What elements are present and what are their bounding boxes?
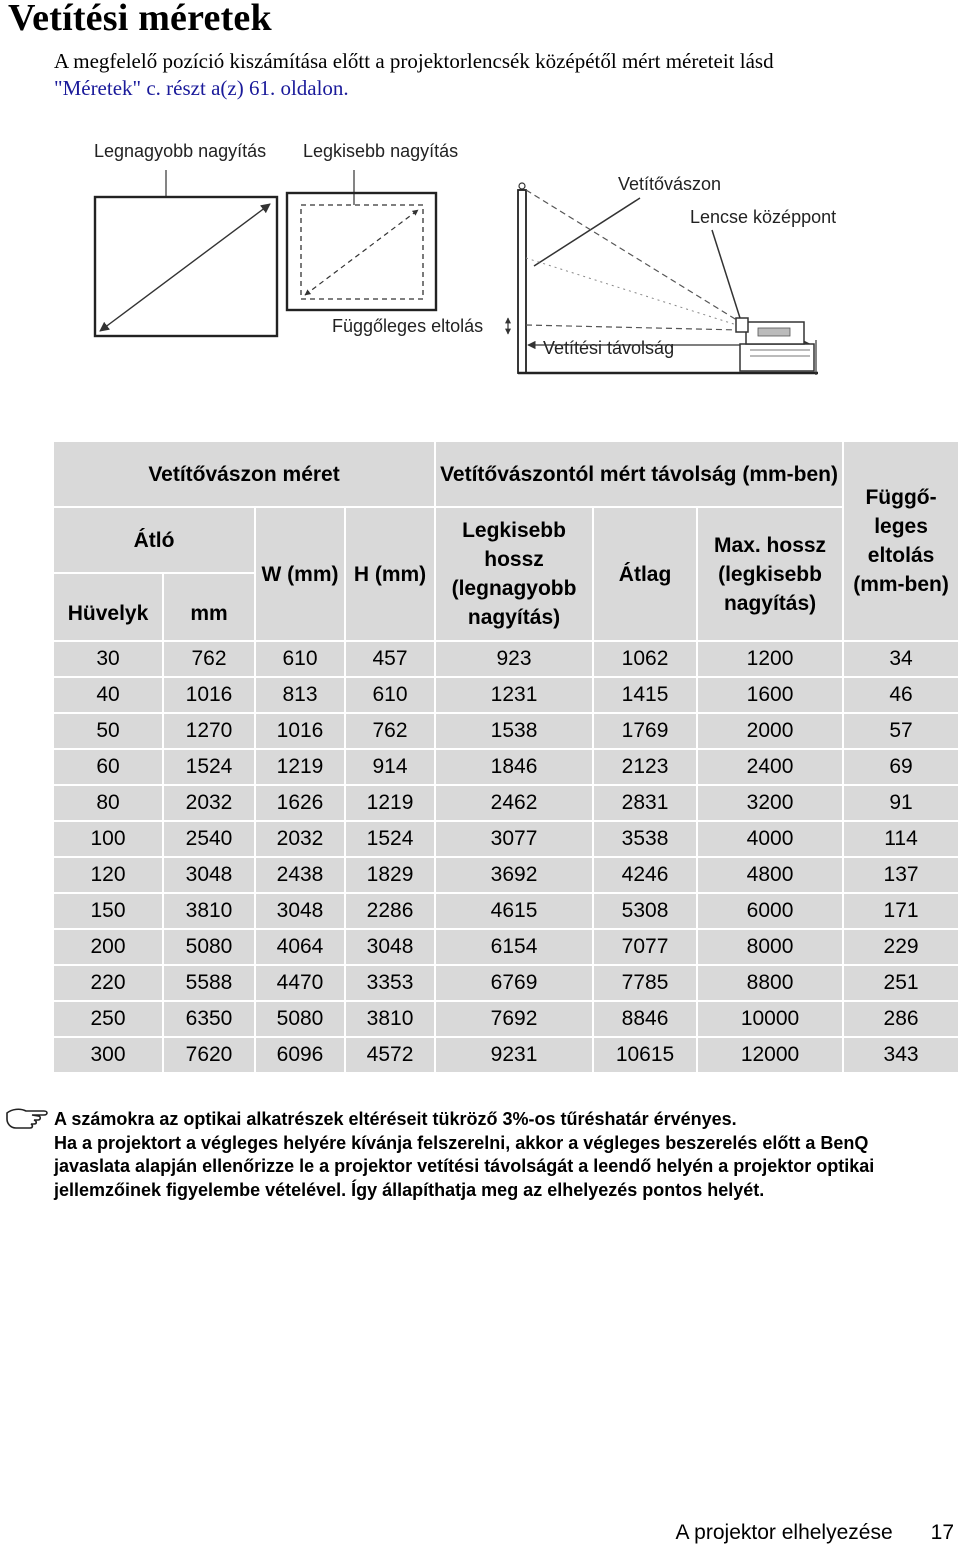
- table-cell: 2831: [593, 785, 697, 821]
- table-cell: 6096: [255, 1037, 345, 1073]
- table-cell: 40: [53, 677, 163, 713]
- beam-center: [526, 258, 740, 326]
- table-cell: 1219: [345, 785, 435, 821]
- table-cell: 150: [53, 893, 163, 929]
- table-cell: 1626: [255, 785, 345, 821]
- table-cell: 2032: [163, 785, 255, 821]
- table-cell: 5080: [163, 929, 255, 965]
- vertical-offset-label: Függőleges eltolás: [332, 316, 484, 336]
- intro-paragraph: [54, 48, 934, 102]
- table-cell: 762: [163, 641, 255, 677]
- lens-leader: [712, 230, 740, 318]
- table-cell: 220: [53, 965, 163, 1001]
- table-cell: 7692: [435, 1001, 593, 1037]
- note-hand-icon: [4, 1104, 50, 1134]
- note-tolerance: A számokra az optikai alkatrészek eltéréseit tükröző 3%-os tűréshatár érvényes.: [54, 1109, 737, 1129]
- table-row: [53, 929, 959, 965]
- min-length-title: Legkisebb hossz: [462, 519, 566, 571]
- max-zoom-label: Legnagyobb nagyítás: [94, 141, 267, 161]
- table-cell: 610: [255, 641, 345, 677]
- table-cell: 610: [345, 677, 435, 713]
- table-cell: 4615: [435, 893, 593, 929]
- screen-top-pin-icon: [519, 183, 525, 189]
- min-length-note: (legnagyobb nagyítás): [451, 577, 577, 629]
- header-h: H (mm): [345, 507, 435, 641]
- screen-label: Vetítővászon: [618, 174, 722, 194]
- table-row: [53, 749, 959, 785]
- table-cell: 229: [843, 929, 959, 965]
- table-cell: 50: [53, 713, 163, 749]
- table-cell: 3353: [345, 965, 435, 1001]
- table-cell: 1829: [345, 857, 435, 893]
- table-cell: 80: [53, 785, 163, 821]
- small-screen-dashed: [301, 205, 423, 299]
- lens-center-label: Lencse középpont: [690, 207, 837, 227]
- table-body: [53, 641, 959, 1073]
- table-cell: 137: [843, 857, 959, 893]
- table-cell: 1524: [345, 821, 435, 857]
- table-row: [53, 965, 959, 1001]
- table-cell: 2462: [435, 785, 593, 821]
- table-cell: 12000: [697, 1037, 843, 1073]
- table-cell: 7620: [163, 1037, 255, 1073]
- table-cell: 100: [53, 821, 163, 857]
- projector-icon: [736, 318, 814, 371]
- table-cell: 10615: [593, 1037, 697, 1073]
- page-title: Vetítési méretek: [8, 0, 272, 39]
- header-max-length: [697, 507, 843, 641]
- table-cell: 4064: [255, 929, 345, 965]
- table-row: [53, 785, 959, 821]
- table-cell: 8800: [697, 965, 843, 1001]
- table-cell: 1062: [593, 641, 697, 677]
- table-cell: 10000: [697, 1001, 843, 1037]
- header-average: Átlag: [593, 507, 697, 641]
- beam-bottom: [526, 325, 740, 330]
- note-block: [54, 1108, 934, 1202]
- table-row: [53, 677, 959, 713]
- table-cell: 8846: [593, 1001, 697, 1037]
- table-cell: 2000: [697, 713, 843, 749]
- table-row: [53, 641, 959, 677]
- screen-side-view: [518, 190, 526, 373]
- max-length-note: (legkisebb nagyítás): [718, 562, 822, 615]
- table-cell: 3810: [345, 1001, 435, 1037]
- table-cell: 60: [53, 749, 163, 785]
- table-cell: 286: [843, 1001, 959, 1037]
- header-inch: Hüvelyk: [53, 573, 163, 641]
- table-cell: 30: [53, 641, 163, 677]
- table-cell: 8000: [697, 929, 843, 965]
- table-cell: 34: [843, 641, 959, 677]
- table-cell: 2286: [345, 893, 435, 929]
- table-cell: 2123: [593, 749, 697, 785]
- header-distance-group: Vetítővászontól mért távolság (mm-ben): [435, 441, 843, 507]
- table-cell: 1846: [435, 749, 593, 785]
- table-cell: 3692: [435, 857, 593, 893]
- table-cell: 4470: [255, 965, 345, 1001]
- table-cell: 1270: [163, 713, 255, 749]
- table-cell: 1016: [255, 713, 345, 749]
- table-cell: 250: [53, 1001, 163, 1037]
- table-cell: 5588: [163, 965, 255, 1001]
- table-row: [53, 713, 959, 749]
- projection-diagram: [0, 125, 960, 385]
- table-cell: 2540: [163, 821, 255, 857]
- footer-section: A projektor elhelyezése: [675, 1521, 893, 1544]
- max-length-title: Max. hossz: [714, 533, 827, 557]
- header-screen-size: Vetítővászon méret: [53, 441, 435, 507]
- table-cell: 1219: [255, 749, 345, 785]
- table-cell: 3538: [593, 821, 697, 857]
- table-cell: 57: [843, 713, 959, 749]
- page-footer: [676, 1521, 955, 1545]
- table-cell: 343: [843, 1037, 959, 1073]
- table-cell: 3048: [345, 929, 435, 965]
- table-cell: 4800: [697, 857, 843, 893]
- header-offset: Függő- leges eltolás (mm-ben): [843, 441, 959, 641]
- table-cell: 7077: [593, 929, 697, 965]
- table-cell: 3077: [435, 821, 593, 857]
- table-row: [53, 893, 959, 929]
- dimensions-link[interactable]: "Méretek" c. részt a(z) 61. oldalon.: [54, 76, 349, 100]
- table-cell: 1524: [163, 749, 255, 785]
- small-screen-outer: [287, 193, 436, 310]
- small-screen-diagonal: [305, 210, 418, 295]
- table-cell: 923: [435, 641, 593, 677]
- table-cell: 91: [843, 785, 959, 821]
- intro-text: A megfelelő pozíció kiszámítása előtt a projektorlencsék középétől mért méreteit lásd: [54, 49, 774, 73]
- table-cell: 762: [345, 713, 435, 749]
- header-w: W (mm): [255, 507, 345, 641]
- table-cell: 69: [843, 749, 959, 785]
- table-cell: 6000: [697, 893, 843, 929]
- note-installation: Ha a projektort a végleges helyére kívánja felszerelni, akkor a végleges beszerelés előtt a BenQ javaslata alapján ellenőrizze le a projektor vetítési távolságát a leendő helyén a projektor optikai jellemzőinek figyelembe vételével. Így állapíthatja meg az elhelyezés pontos helyét.: [54, 1132, 875, 1200]
- table-cell: 251: [843, 965, 959, 1001]
- table-row: [53, 821, 959, 857]
- table-cell: 46: [843, 677, 959, 713]
- table-cell: 1016: [163, 677, 255, 713]
- table-cell: 457: [345, 641, 435, 677]
- table-cell: 114: [843, 821, 959, 857]
- projection-table: [52, 440, 960, 1074]
- table-cell: 4000: [697, 821, 843, 857]
- screen-leader: [534, 198, 640, 266]
- table-cell: 6769: [435, 965, 593, 1001]
- header-min-length: [435, 507, 593, 641]
- table-cell: 6154: [435, 929, 593, 965]
- table-cell: 3048: [163, 857, 255, 893]
- table-cell: 2032: [255, 821, 345, 857]
- table-cell: 200: [53, 929, 163, 965]
- table-cell: 1200: [697, 641, 843, 677]
- table-cell: 7785: [593, 965, 697, 1001]
- table-cell: 2400: [697, 749, 843, 785]
- distance-label: Vetítési távolság: [543, 338, 675, 358]
- table-cell: 914: [345, 749, 435, 785]
- table-cell: 5080: [255, 1001, 345, 1037]
- table-row: [53, 857, 959, 893]
- table-cell: 2438: [255, 857, 345, 893]
- large-screen-diagonal: [100, 204, 270, 331]
- table-cell: 1769: [593, 713, 697, 749]
- table-row: [53, 1001, 959, 1037]
- table-cell: 6350: [163, 1001, 255, 1037]
- table-cell: 120: [53, 857, 163, 893]
- table-cell: 1600: [697, 677, 843, 713]
- table-cell: 1538: [435, 713, 593, 749]
- table-cell: 9231: [435, 1037, 593, 1073]
- table-cell: 300: [53, 1037, 163, 1073]
- table-cell: 813: [255, 677, 345, 713]
- table-cell: 3048: [255, 893, 345, 929]
- table-cell: 3200: [697, 785, 843, 821]
- table-cell: 5308: [593, 893, 697, 929]
- table-cell: 3810: [163, 893, 255, 929]
- table-cell: 1231: [435, 677, 593, 713]
- header-diagonal: Átló: [53, 507, 255, 573]
- page-number: 17: [930, 1521, 954, 1544]
- header-mm: mm: [163, 573, 255, 641]
- table-row: [53, 1037, 959, 1073]
- min-zoom-label: Legkisebb nagyítás: [303, 141, 459, 161]
- table-cell: 4246: [593, 857, 697, 893]
- table-cell: 1415: [593, 677, 697, 713]
- table-cell: 4572: [345, 1037, 435, 1073]
- table-cell: 171: [843, 893, 959, 929]
